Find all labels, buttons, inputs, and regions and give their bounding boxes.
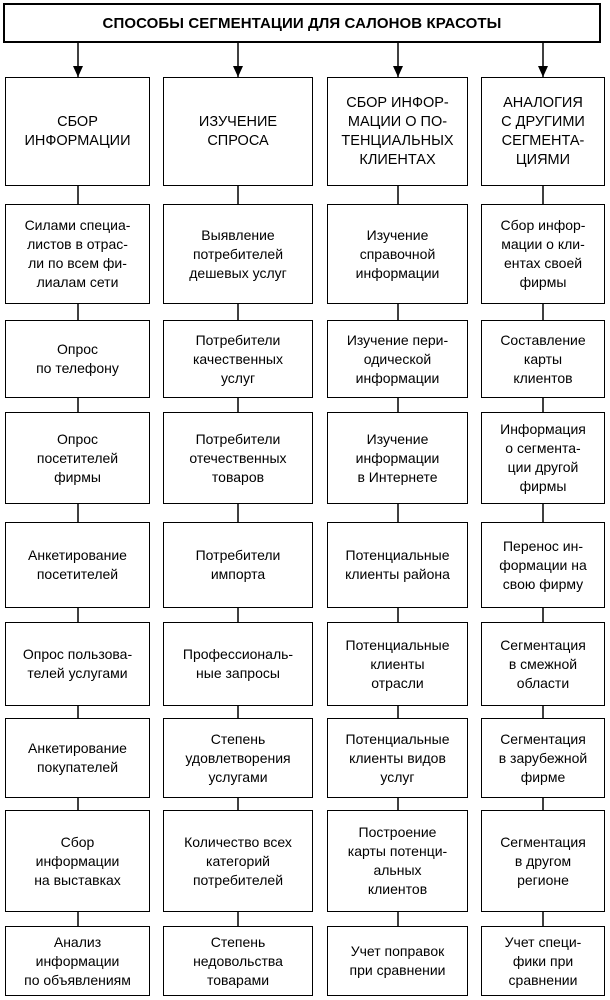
column-2-item-4: Потребители импорта bbox=[163, 522, 313, 608]
column-3-item-4: Потенциальные клиенты района bbox=[327, 522, 468, 608]
column-3-arrowhead bbox=[393, 66, 403, 77]
column-4-arrowhead bbox=[538, 66, 548, 77]
column-4-header: АНАЛОГИЯ С ДРУГИМИ СЕГМЕНТА- ЦИЯМИ bbox=[481, 77, 605, 186]
column-2-item-8: Степень недовольства товарами bbox=[163, 926, 313, 996]
column-3-item-1: Изучение справочной информации bbox=[327, 204, 468, 304]
column-4-item-2: Составление карты клиентов bbox=[481, 320, 605, 398]
column-1-item-1: Силами специа- листов в отрас- ли по всем фи- лиалам сети bbox=[5, 204, 150, 304]
column-4-item-6: Сегментация в зарубежной фирме bbox=[481, 718, 605, 798]
column-3-header: СБОР ИНФОР- МАЦИИ О ПО- ТЕНЦИАЛЬНЫХ КЛИЕНТАХ bbox=[327, 77, 468, 186]
diagram-title: СПОСОБЫ СЕГМЕНТАЦИИ ДЛЯ САЛОНОВ КРАСОТЫ bbox=[3, 3, 601, 43]
column-2-item-1: Выявление потребителей дешевых услуг bbox=[163, 204, 313, 304]
column-1-item-4: Анкетирование посетителей bbox=[5, 522, 150, 608]
column-2-item-5: Профессиональ- ные запросы bbox=[163, 622, 313, 706]
column-2-item-7: Количество всех категорий потребителей bbox=[163, 810, 313, 912]
column-4-item-1: Сбор инфор- мации о кли- ентах своей фирмы bbox=[481, 204, 605, 304]
column-2-item-2: Потребители качественных услуг bbox=[163, 320, 313, 398]
column-4-item-4: Перенос ин- формации на свою фирму bbox=[481, 522, 605, 608]
column-1-item-2: Опрос по телефону bbox=[5, 320, 150, 398]
column-2-header: ИЗУЧЕНИЕ СПРОСА bbox=[163, 77, 313, 186]
column-2-arrowhead bbox=[233, 66, 243, 77]
column-3-item-6: Потенциальные клиенты видов услуг bbox=[327, 718, 468, 798]
column-1-item-3: Опрос посетителей фирмы bbox=[5, 412, 150, 504]
column-1-item-5: Опрос пользова- телей услугами bbox=[5, 622, 150, 706]
column-3-item-3: Изучение информации в Интернете bbox=[327, 412, 468, 504]
column-1-item-7: Сбор информации на выставках bbox=[5, 810, 150, 912]
column-2-item-6: Степень удовлетворения услугами bbox=[163, 718, 313, 798]
column-3-item-5: Потенциальные клиенты отрасли bbox=[327, 622, 468, 706]
column-1-header: СБОР ИНФОРМАЦИИ bbox=[5, 77, 150, 186]
column-2-item-3: Потребители отечественных товаров bbox=[163, 412, 313, 504]
column-4-item-7: Сегментация в другом регионе bbox=[481, 810, 605, 912]
column-1-arrowhead bbox=[73, 66, 83, 77]
column-1-item-6: Анкетирование покупателей bbox=[5, 718, 150, 798]
column-4-item-8: Учет специ- фики при сравнении bbox=[481, 926, 605, 996]
column-4-item-5: Сегментация в смежной области bbox=[481, 622, 605, 706]
column-3-item-7: Построение карты потенци- альных клиентов bbox=[327, 810, 468, 912]
column-3-item-2: Изучение пери- одической информации bbox=[327, 320, 468, 398]
column-3-item-8: Учет поправок при сравнении bbox=[327, 926, 468, 996]
column-1-item-8: Анализ информации по объявлениям bbox=[5, 926, 150, 996]
column-4-item-3: Информация о сегмента- ции другой фирмы bbox=[481, 412, 605, 504]
